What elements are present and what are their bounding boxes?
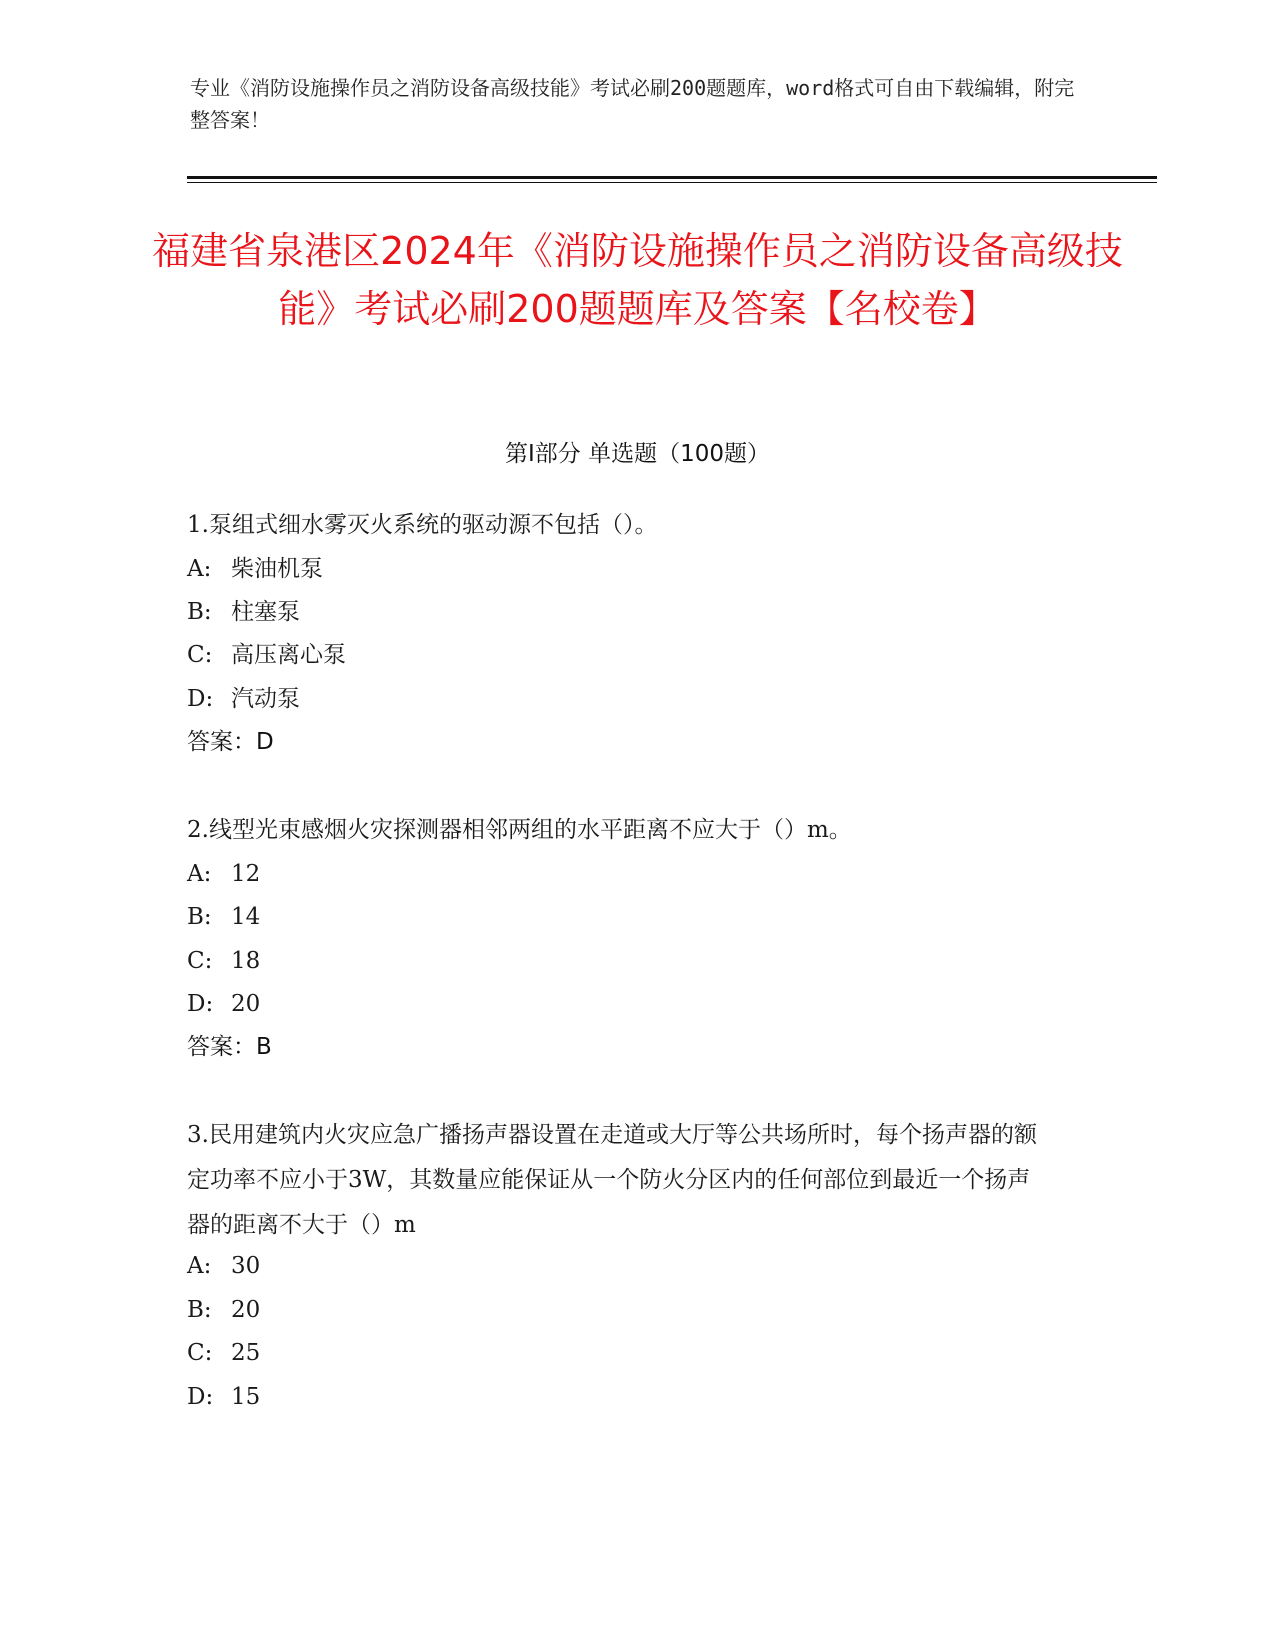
question-1-option-d bbox=[187, 683, 787, 715]
question-3-option-b bbox=[187, 1294, 787, 1326]
header-divider-thick bbox=[187, 176, 1157, 179]
question-2-option-d bbox=[187, 988, 787, 1020]
option-letter: B: bbox=[187, 599, 212, 625]
option-text: 30 bbox=[231, 1253, 261, 1279]
option-letter: B: bbox=[187, 1297, 212, 1323]
option-text: 柱塞泵 bbox=[231, 599, 300, 625]
question-1-answer: 答案：D bbox=[187, 729, 274, 755]
question-3-option-d bbox=[187, 1381, 787, 1413]
option-letter: D: bbox=[187, 1384, 214, 1410]
question-1-option-a bbox=[187, 553, 787, 585]
option-letter: A: bbox=[187, 861, 212, 887]
option-text: 15 bbox=[231, 1384, 261, 1410]
option-letter: D: bbox=[187, 686, 214, 712]
option-text: 14 bbox=[231, 904, 261, 930]
question-3-option-a bbox=[187, 1250, 787, 1282]
question-2-option-a bbox=[187, 858, 787, 890]
question-1-option-c bbox=[187, 639, 787, 671]
option-text: 20 bbox=[231, 991, 261, 1017]
question-1-option-b bbox=[187, 596, 787, 628]
option-letter: D: bbox=[187, 991, 214, 1017]
option-text: 12 bbox=[231, 861, 261, 887]
document-title: 福建省泉港区2024年《消防设施操作员之消防设备高级技能》考试必刷200题题库及答案【名校卷】 bbox=[152, 229, 1123, 331]
option-letter: A: bbox=[187, 1253, 212, 1279]
option-text: 20 bbox=[231, 1297, 261, 1323]
option-text: 汽动泵 bbox=[231, 686, 300, 712]
option-text: 柴油机泵 bbox=[231, 556, 323, 582]
header-divider-thin bbox=[187, 182, 1157, 183]
option-text: 高压离心泵 bbox=[231, 642, 346, 668]
question-1-text: 1.泵组式细水雾灭火系统的驱动源不包括（）。 bbox=[187, 512, 658, 538]
question-3-text: 3.民用建筑内火灾应急广播扬声器设置在走道或大厅等公共场所时，每个扬声器的额定功率不应小于3W，其数量应能保证从一个防火分区内的任何部位到最近一个扬声器的距离不大于（）m bbox=[187, 1122, 1037, 1238]
option-letter: C: bbox=[187, 642, 213, 668]
option-text: 18 bbox=[231, 948, 261, 974]
question-2-option-c bbox=[187, 945, 787, 977]
option-letter: C: bbox=[187, 948, 213, 974]
section-heading: 第I部分 单选题（100题） bbox=[505, 441, 770, 467]
option-letter: C: bbox=[187, 1340, 213, 1366]
question-2-option-b bbox=[187, 901, 787, 933]
question-2-answer: 答案：B bbox=[187, 1034, 272, 1060]
option-text: 25 bbox=[231, 1340, 261, 1366]
question-2-text: 2.线型光束感烟火灾探测器相邻两组的水平距离不应大于（）m。 bbox=[187, 817, 852, 843]
option-letter: A: bbox=[187, 556, 212, 582]
question-3-option-c bbox=[187, 1337, 787, 1369]
header-note: 专业《消防设施操作员之消防设备高级技能》考试必刷200题题库，word格式可自由下载编辑，附完整答案！ bbox=[190, 76, 1075, 132]
option-letter: B: bbox=[187, 904, 212, 930]
